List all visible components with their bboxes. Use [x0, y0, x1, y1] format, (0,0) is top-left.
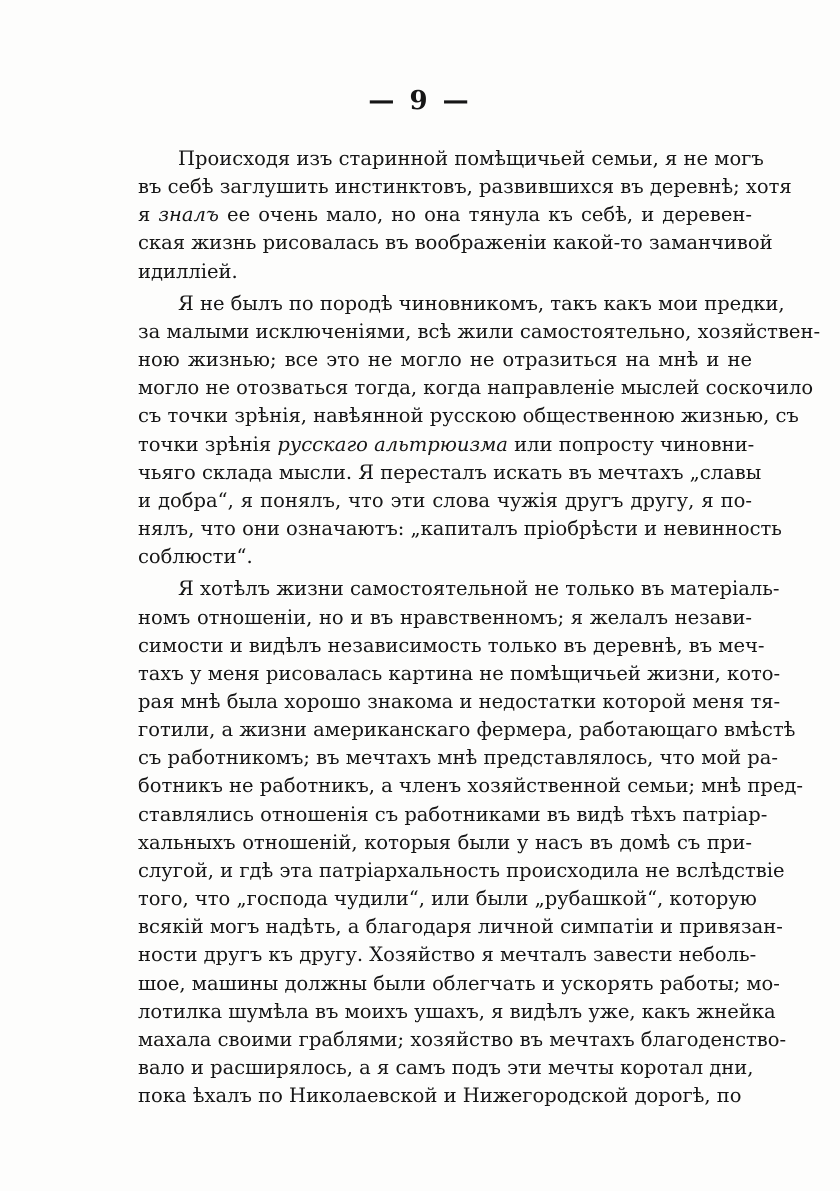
text-line: [138, 801, 768, 829]
text-run: шое, машины должны были облегчать и ускорять работы; мо-: [138, 971, 780, 995]
text-line: [138, 885, 757, 913]
paragraph: [138, 145, 792, 286]
text-line: [138, 829, 752, 857]
text-run: пока ѣхалъ по Николаевской и Нижегородской дорогѣ, по: [138, 1084, 742, 1108]
text-run: ставлялись отношенія съ работниками въ видѣ тѣхъ патріар-: [138, 802, 768, 826]
text-run: махала своими граблями; хозяйство въ мечтахъ благоденство-: [138, 1027, 787, 1051]
text-line: [138, 173, 792, 201]
text-line: [138, 318, 821, 346]
text-run: всякій могъ надѣть, а благодаря личной симпатіи и привязан-: [138, 915, 783, 939]
text-line: [138, 374, 814, 402]
text-run: ною жизнью; все это не могло не отразиться на мнѣ и не: [138, 348, 752, 372]
text-run: я: [138, 203, 159, 227]
text-line: [138, 290, 785, 318]
text-line: [138, 575, 780, 603]
text-run: готили, а жизни американскаго фермера, работающаго вмѣстѣ: [138, 718, 796, 742]
text-run: съ работникомъ; въ мечтахъ мнѣ представлялось, что мой ра-: [138, 746, 778, 770]
paragraph: [138, 290, 821, 572]
text-run: Я хотѣлъ жизни самостоятельной не только въ матеріаль-: [178, 577, 780, 601]
text-line: [138, 604, 752, 632]
text-run: того, что „господа чудили“, или были „рубашкой“, которую: [138, 887, 757, 911]
page-number: — 9 —: [368, 86, 472, 116]
text-run: за малыми исключеніями, всѣ жили самостоятельно, хозяйствен-: [138, 319, 821, 343]
text-line: [138, 744, 778, 772]
text-line: [138, 913, 783, 941]
text-run: въ себѣ заглушить инстинктовъ, развившихся въ деревнѣ; хотя: [138, 175, 792, 199]
text-run: или попросту чиновни-: [507, 432, 755, 456]
text-run: Я не былъ по породѣ чиновникомъ, такъ какъ мои предки,: [178, 291, 785, 315]
text-run: соблюсти“.: [138, 545, 253, 569]
text-run: точки зрѣнія: [138, 432, 278, 456]
text-line: [138, 1026, 787, 1054]
paragraph: [138, 575, 803, 1110]
text-line: [138, 543, 752, 571]
text-run: могло не отозваться тогда, когда направленіе мыслей соскочило: [138, 376, 814, 400]
text-line: [138, 970, 780, 998]
body-text: [138, 145, 821, 1110]
text-line: [138, 1054, 752, 1082]
text-line: [138, 998, 776, 1026]
text-line: [138, 402, 799, 430]
emphasized-text: русскаго альтрюизма: [277, 432, 508, 456]
text-run: Происходя изъ старинной помѣщичьей семьи, я не могъ: [178, 147, 764, 170]
text-line: [138, 632, 765, 660]
text-run: лотилка шумѣла въ моихъ ушахъ, я видѣлъ уже, какъ жнейка: [138, 999, 776, 1023]
text-line: [138, 941, 757, 969]
text-run: тахъ у меня рисовалась картина не помѣщичьей жизни, кото-: [138, 661, 781, 685]
text-run: идилліей.: [138, 259, 238, 283]
text-run: хальныхъ отношеній, которыя были у насъ въ домѣ съ при-: [138, 830, 752, 854]
text-line: [138, 515, 782, 543]
text-line: [138, 431, 755, 459]
text-run: съ точки зрѣнія, навѣянной русскою общественною жизнью, съ: [138, 404, 799, 428]
text-line: [138, 346, 752, 374]
text-line: [138, 201, 752, 229]
text-run: слугой, и гдѣ эта патріархальность происходила не вслѣдствіе: [138, 858, 785, 882]
text-run: номъ отношеніи, но и въ нравственномъ; я желалъ незави-: [138, 605, 752, 629]
text-line: [138, 772, 803, 800]
text-line: [138, 145, 764, 173]
text-line: [138, 1082, 752, 1110]
text-line: [138, 487, 752, 515]
text-run: ботникъ не работникъ, а членъ хозяйственной семьи; мнѣ пред-: [138, 774, 803, 798]
text-line: [138, 258, 752, 286]
text-run: ности другъ къ другу. Хозяйство я мечталъ завести неболь-: [138, 943, 757, 967]
text-line: [138, 688, 781, 716]
text-run: ская жизнь рисовалась въ воображеніи какой-то заманчивой: [138, 231, 773, 255]
text-line: [138, 229, 773, 257]
text-line: [138, 857, 785, 885]
text-run: и добра“, я понялъ, что эти слова чужія другъ другу, я по-: [138, 488, 752, 512]
text-line: [138, 660, 781, 688]
text-line: [138, 459, 762, 487]
text-run: вало и расширялось, а я самъ подъ эти мечты коротал дни,: [138, 1056, 754, 1079]
emphasized-text: зналъ: [158, 203, 219, 227]
text-run: ее очень мало, но она тянула къ себѣ, и деревен-: [218, 203, 752, 227]
text-run: нялъ, что они означаютъ: „капиталъ пріобрѣсти и невинность: [138, 517, 782, 541]
text-run: симости и видѣлъ независимость только въ деревнѣ, въ меч-: [138, 633, 765, 657]
text-run: чьяго склада мысли. Я пересталъ искать въ мечтахъ „славы: [138, 460, 762, 484]
text-line: [138, 716, 796, 744]
text-run: рая мнѣ была хорошо знакома и недостатки которой меня тя-: [138, 689, 781, 713]
